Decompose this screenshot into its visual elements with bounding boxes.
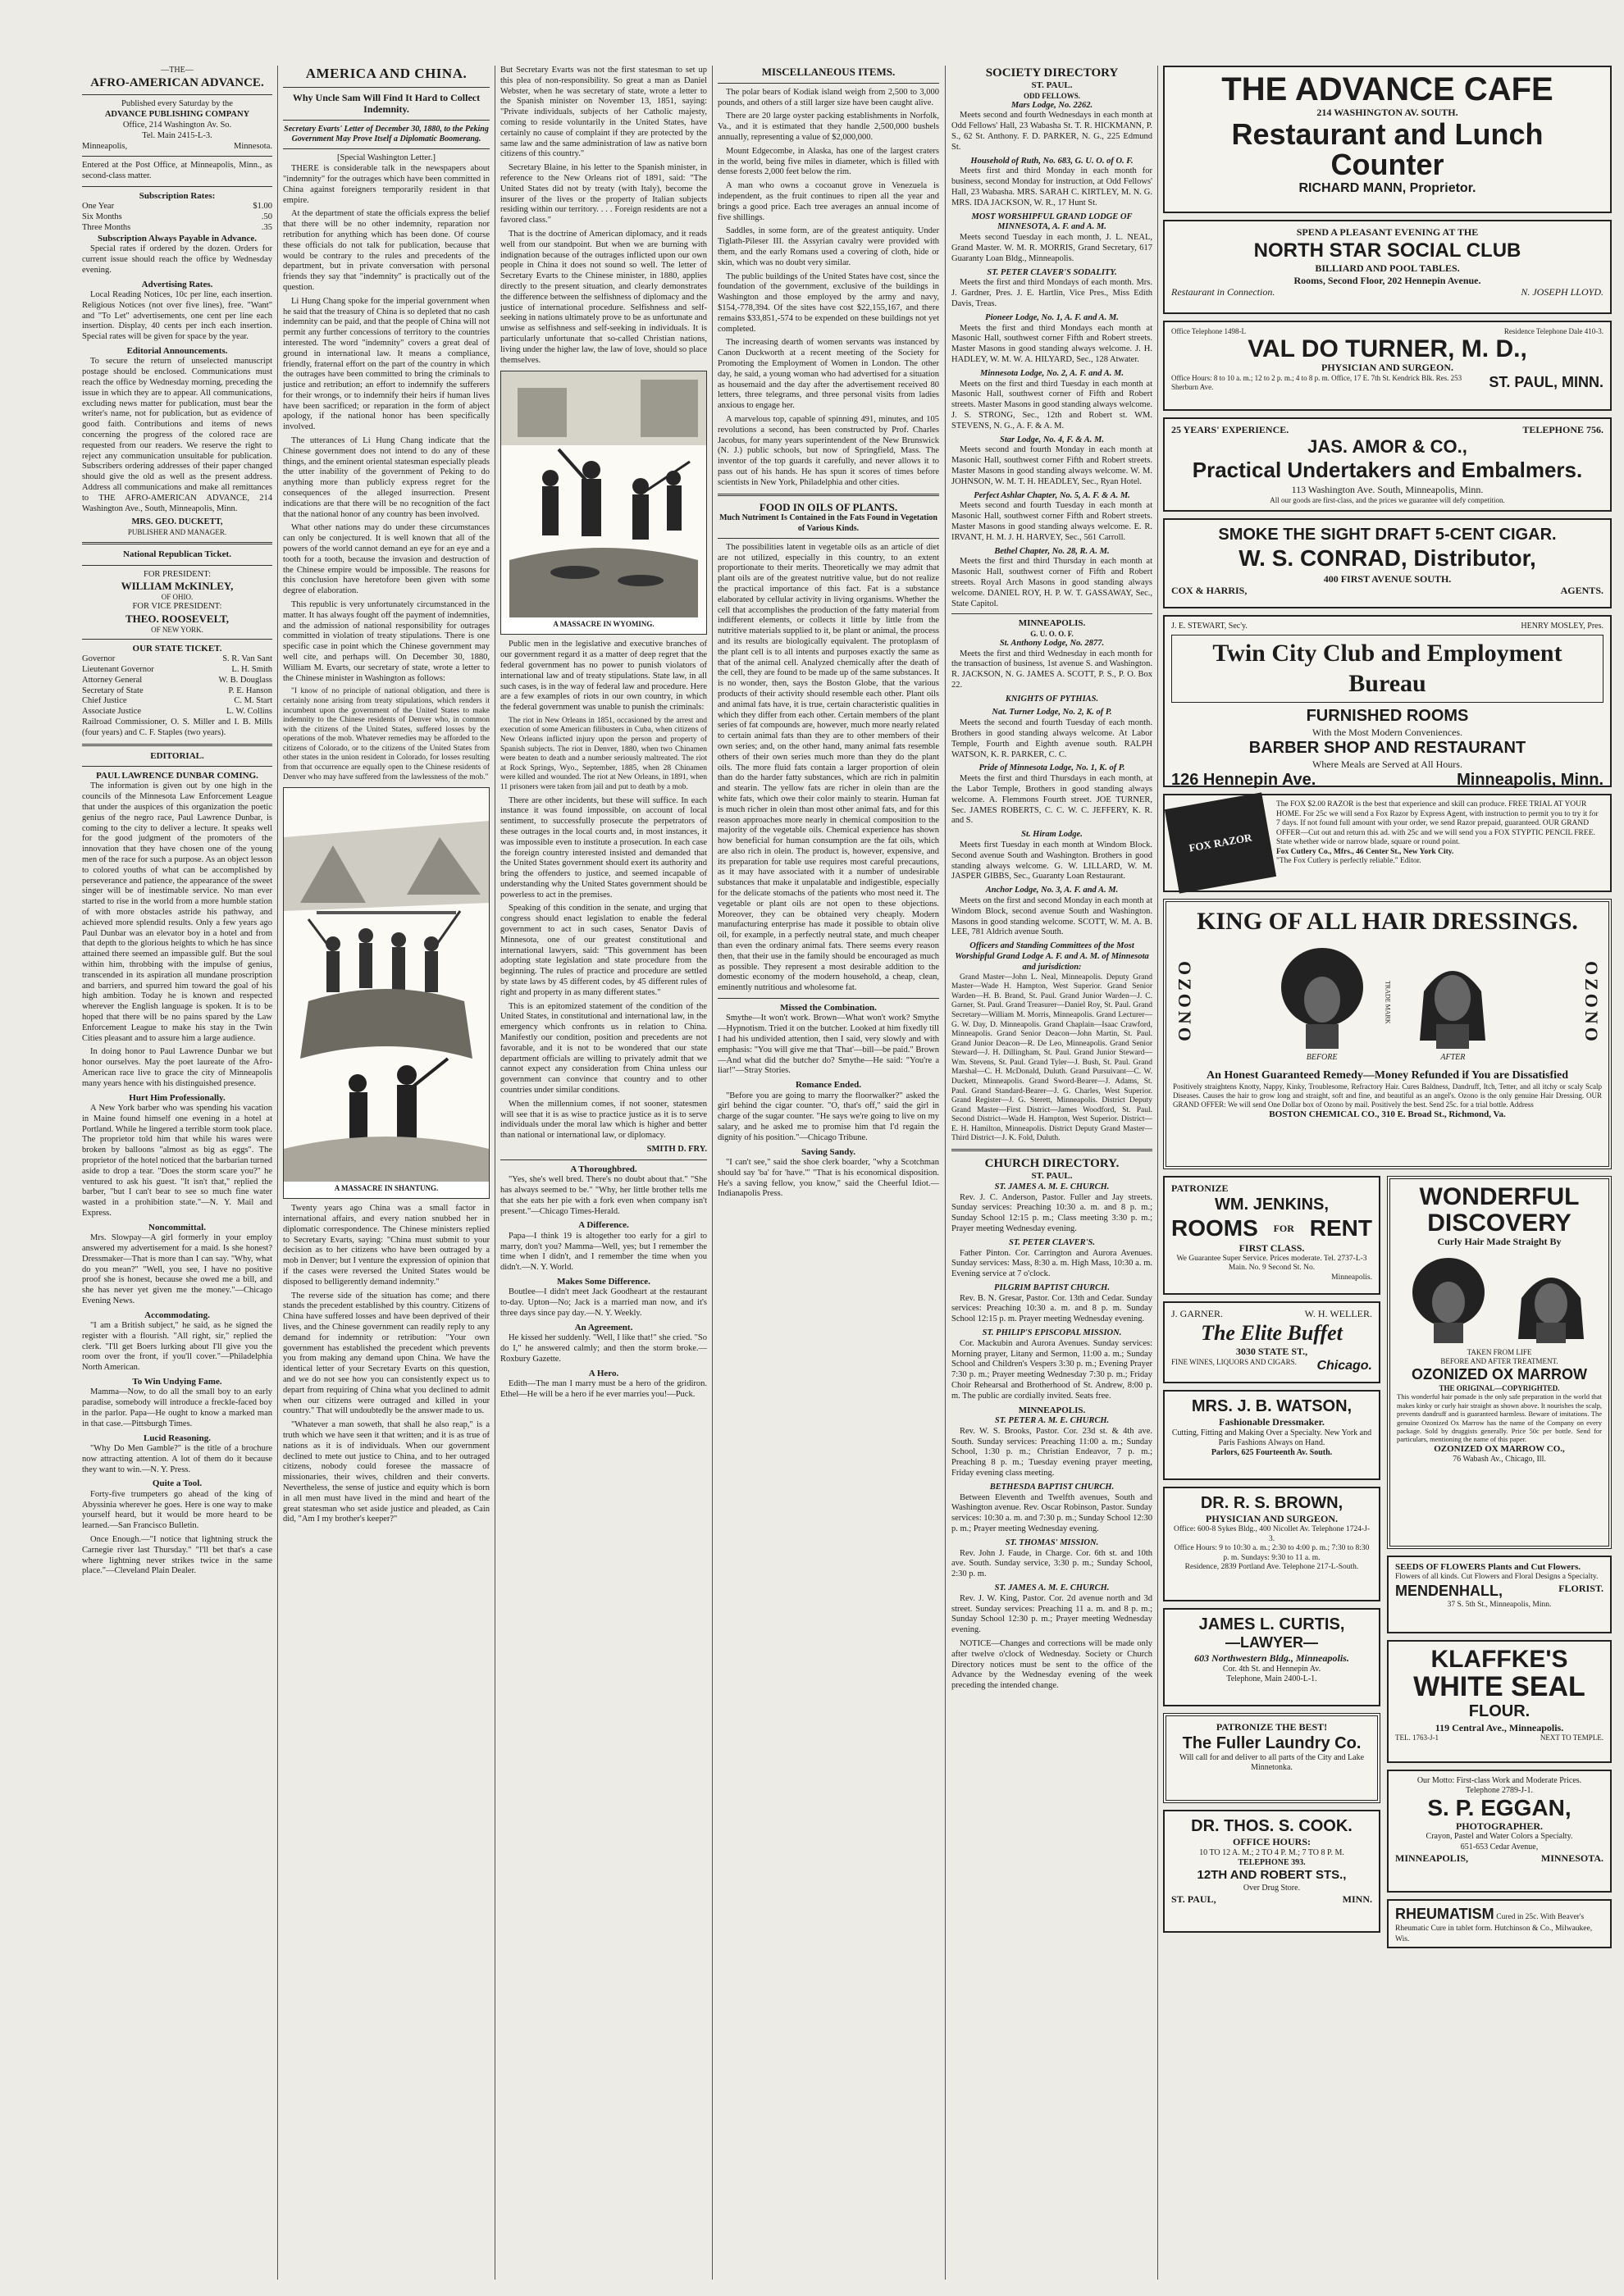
lodge-entry: Bethel Chapter, No. 28, R. A. M. Meets the first and third Thursday in each month at Masonic Hall, southwest corner of Fifth and Robert streets. Royal Arch Masons in good standing always welcome. DANIEL ROY, H. P. W. T. GASSAWAY, Sec., State Capitol. [951,546,1152,608]
quote: "I know of no principle of national obligation, and there is certainly none arising from treaty stipulations, which renders it incumbent upon the government of the United States to make indemnity to the Chinese residents of Denver who, in common with the citizens of the United States, suffered losses by the operations of the mob. Whatever remedies may be afforded to the citizens of Colorado, or to the citizens of the United States from other states in the union resident in Colorado, for losses resulting from that occurrence are equally open to the Chinese residents of Denver who may have suffered from the lawlessness of the mob." [283,687,490,781]
misc-item: There are 20 large oyster packing establishments in Norfolk, Va., and it is estimated that they handle 2,500,000 bushels annually, representing a value of $2,000,000. [718,112,939,143]
cafe-title: THE ADVANCE CAFE [1221,71,1553,107]
sandy-text: "I can't see," said the shoe clerk boarder, "why a Scotchman should say 'ba' for 'have.'" "That is his economical disposition. He's a saving fellow, you know," said the Cheerful Idiot.—Indianapolis Press. [718,1158,939,1199]
editor-name: MRS. GEO. DUCKETT, [131,517,223,527]
lodge-entry: Household of Ruth, No. 683, G. U. O. of O. F. Meets first and third Monday in each month for business, second Monday for instruction, at Odd Fellows' Hall, 23 Wabasha. MRS. SARAH C. KIRTLEY, M. N. G. MRS. IDA JACKSON, W. R., 17 Hunt St. [951,156,1152,207]
president: WILLIAM McKINLEY, [121,580,234,593]
column-america-china-cont [500,66,707,2280]
paragraph: Public men in the legislative and executive branches of our government regard it as a matter of deep regret that the federal government has no power to punish violators of international law and of treaty stipulations. State law, in all such cases, is in the way of federal law and procedure. Here are a few examples of riots in our own country, in which the federal government was unable to punish the criminals: [500,640,707,713]
state-row: Lieutenant Governor L. H. Smith [82,665,272,675]
lodge-entry: Officers and Standing Committees of the Most Worshipful Grand Lodge A. F. and A. M. of Minnesota and jurisdiction: Grand Master—John L. Neal, Minneapolis. Deputy Grand Master—Wade H. Hampton, West Superior. Grand Senior Warden—H. B. Brand, St. Paul. Grand Junior Warden—J. C. Garner, St. Paul. Grand Treasurer—Daniel Roy, St. Paul. Grand Secretary—William M. Morris, Minneapolis. Grand Lecturer—G. W. Day, D. Minneapolis. Grand Chaplain—Isaac Crawford, Minneapolis. Grand Senior Deacon—John Martin, St. Paul. Grand Junior Deacon—R. De Leo, Minneapolis. Grand Senior Steward—J. H. Dillingham, St. Paul. Grand Junior Steward—Wm. Stevens, St. Paul. Grand Tyler—J. Bush, St. Paul. Grand Marshal—C. H. McDonald, Duluth. Grand Pursuivant—C. W. Duckett, Minneapolis. Grand Sword-Bearer—J. Adams, St. Paul. Grand Standard-Bearer—J. G. Charles, West Superior. Grand Register—J. G. Sterett, Minneapolis. District Deputy Grand Master—First District—James Woodford, St. Paul. Second District—Wade H. Hampton, West Superior. District—E. H. Hamilton, Minneapolis. District Deputy Grand Master—Third District—J. K. Fold, Duluth. [951,941,1152,1143]
misc-lower-text: Papa—I think 19 is altogether too early for a girl to marry, don't you? Mamma—Well, yes; but I remember the time when I didn't, and I remember the time when you didn't.—N. Y. World. [500,1231,707,1273]
lodge-entry: Mars Lodge, No. 2262. Meets second and fourth Wednesdays in each month at Odd Fellows' Hall, 23 Wabasha St. T. R. HICKMANN, P. S., 62 St. Anthony. F. D. PARKER, N. G., 225 Edmund St. [951,100,1152,152]
shantung-engraving [284,788,489,1182]
state-row: Associate Justice L. W. Collins [82,707,272,717]
masthead-the: —THE— [161,66,194,75]
state-row: Governor S. R. Van Sant [82,654,272,664]
ad-curtis: JAMES L. CURTIS, —LAWYER— 603 Northwestern Bldg., Minneapolis. Cor. 4th St. and Hennepin Av. Telephone, Main 2400-L-1. [1163,1608,1380,1706]
food-text: The possibilities latent in vegetable oils as an article of diet are not utilized, especially in this country, to an extent proportionate to their merits. Theoretically we may admit that plant oils are of the greatest nutritive value, but do not realize the practical importance of this fact. Fat is a substance elaborated by cellular activity in living organisms. Whether the cell that accomplishes the production of the fatty material from indifferent elements, or collects it little by little from the nutritive materials supplied to it, be plant or animal, the process and its results are biologically equivalent. The protoplasm of the plant cell is to all intents and purposes exactly the same as that of the animal cell. Analyzed chemically after the death of the cell, they are found to be made up of the same substances. It is no wonder, then, says the Boston Globe, that the various products of their activity should resemble each other. Plant oils and animal fats have, it is true, certain characteristic qualities in which they differ from each other. Certain members of the plant series of fat compounds are, however, much more nearly related to certain animal fats than they are to other members of their own series; and, on the other hand, many animal fats resemble others of their own series much more than they do the plant oils. The more fluid fats contain a larger proportion of olein than do the harder fatty substances, which are rich in palmitin and stearin. The yellow fats are richer in olein than are the white fats, which owe their color mainly to stearin. Human fat is much richer in olein than most other animal fats, and for this reason approaches more nearly in chemical composition to the majority of the vegetable oils. Chemical experience has shown how beneficial for human consumption are the fat oils, which are also rich in olein. The product is, however, expensive, and its preparation for table use requires most careful precautions, as it may have associated with it a number of undesirable substances that make it unpalatable and indigestible, especially for the delicate stomachs of the patients who most need it. The vegetable or plant oils are not open to these objections. Moreover, they can be obtained very cheaply. Modern manufacturing enterprise has made it possible to obtain olive oil, for example, in a perfectly neutral state, and much cheaper than even the ordinary animal fats. There seems every reason then, that their use in the family should be encouraged as much as possible. They represent a most desirable addition to the domestic economy of the modern household, a cheap, clean, eminently nutritious and wholesome fat. [718,542,939,993]
misc-lower-head: An Agreement. [574,1322,633,1332]
paragraph: That is the doctrine of American diplomacy, and it reads well from our standpoint. But when we are burning with indignation because of the outrages inflicted upon our own people in China it does not sound so well. The letter of Secretary Evarts to the Chinese minister, in 1880, applies directly to the present situation, and clearly demonstrates the difference between the selfishness of diplomacy and the justice of international procedure. Selfishness and self-seeking in nations ultimately prove to be as unfortunate and unwise as selfishness and self-seeking in individuals. It is particularly unfortunate that so-called Christian nations, living under the higher law, the law of love, should so place themselves. [500,229,707,365]
church-mpls: MINNEAPOLIS. [1018,1405,1086,1415]
society-city: ST. PAUL. [1031,80,1073,91]
masthead-title: AFRO-AMERICAN ADVANCE. [90,76,264,90]
guoo: G. U. O. O. F. [1030,629,1074,638]
wyoming-caption: A MASSACRE IN WYOMING. [553,620,655,629]
lodge-entry: ST. PETER CLAVER'S SODALITY. Meets the first and third Mondays of each month. Mrs. J. Gardner, Pres. J. E. Hartlin, Vice Pres., Miss Edith Davis, Treas. [951,267,1152,309]
non-text: Mrs. Slowpay—A girl formerly in your employ answered my advertisement for a maid. Is she honest? Dressmaker—That is more than I can say. "Why, what do you mean?" "Well, you see, I have no positive proof she is honest, because she owed me a bill, and she has never yet given me the money."—Chicago Evening News. [82,1233,272,1305]
ad-turner: Office Telephone 1498-L Residence Telephone Dale 410-3. VAL DO TURNER, M. D., PHYSICIAN AND SURGEON. Office Hours: 8 to 10 a. m.; 12 to 2 p. m.; 4 to 8 p. m. Office, 17 E. 7th St. Kendrick Blk. Res. 253 Sherburn Ave. ST. PAUL, MINN. [1163,321,1612,411]
church-city: ST. PAUL. [1031,1171,1073,1182]
paragraph: Secretary Blaine, in his letter to the Spanish minister, in reference to the New Orleans riot of 1891, said: "The United States did not by treaty (with Italy), become the insurer of the lives or the property of Italian subjects residing within our territory. . . . Foreign residents are not a favored class." [500,163,707,226]
ad-jenkins: PATRONIZE WM. JENKINS, ROOMS FOR RENT FIRST CLASS. We Guarantee Super Service. Prices moderate. Tel. 2737-L-3 Main. No. 9 Second St. No. Minneapolis. [1163,1176,1380,1295]
conrad-name: W. S. CONRAD, Distributor, [1239,545,1536,572]
hurt-head: Hurt Him Professionally. [129,1092,226,1103]
column-rule [277,66,278,2280]
newspaper-page [82,66,1612,2280]
unwilling-head: To Win Undying Fame. [132,1377,222,1387]
editorial-head: EDITORIAL. [150,750,204,761]
lodge-entry: Anchor Lodge, No. 3, A. F. and A. M. Meets on the first and second Monday in each month at Windom Block, second avenue South and Washington. Masons in good standing welcome. SCOTT, W. M. A. B. LEE, 781 Aldrich avenue South. [951,886,1152,937]
cafe-sub: Restaurant and Lunch Counter [1231,116,1544,182]
article-sub: Why Uncle Sam Will Find It Hard to Collect Indemnity. [292,91,481,116]
pres-state: OF OHIO. [161,593,194,602]
ad-wonderful-discovery: WONDERFUL DISCOVERY Curly Hair Made Straight By TAKEN FROM LIFE BEFORE AND AFTER TREATMENT. OZONIZED OX MARROW THE ORIGINAL—COPYRIGHTED. This wonderful hair pomade is the only safe preparation in the world that makes kinky or curly hair straight as shown above. It nourishes the scalp, prevents dandruff and is guaranteed harmless. Beware of imitations. The genuine Ozonized Ox Marrow has the name of the Company on every package. Sold by druggists generally. Price 50c per bottle. Send for particulars, mentioning the name of this paper. OZONIZED OX MARROW CO., 76 Wabash Av., Chicago, Ill. [1387,1176,1612,1549]
romance-head: Romance Ended. [795,1080,862,1091]
dateline: [Special Washington Letter.] [337,153,436,163]
ticket-head: National Republican Ticket. [123,549,231,560]
vp-label: FOR VICE PRESIDENT: [132,602,222,612]
lodge-entry: Star Lodge, No. 4, F. & A. M. Meets second and fourth Monday in each month at Masonic Hall, southwest corner Fifth and Robert streets. Master Masons in good standing always welcome. W. M. JOHNSON, W. M. T. H. HEADLEY, Sec., Ryan Hotel. [951,435,1152,486]
non-head: Noncommittal. [148,1222,206,1232]
enough-text: Once Enough.—"I notice that lightning struck the Carnegie river last Thursday." "I'll bet that's a case where lightning never strikes twice in the same place."—Cleveland Plain Dealer. [82,1535,272,1576]
lodge-entry: KNIGHTS OF PYTHIAS. [1005,694,1099,704]
lodge-entry: Pride of Minnesota Lodge, No. 1, K. of P. Meets the first and third Thursdays in each month, at the Labor Temple, Brothers in good standing always welcome. A. Flemmons Fourth street. JOE TURNER, Sec. JAMES ROBERTS, C. C. W. C. JEFFERY, K. R. and S. [951,763,1152,826]
ad-north-star: SPEND A PLEASANT EVENING AT THE NORTH STAR SOCIAL CLUB BILLIARD AND POOL TABLES. Rooms, Second Floor, 202 Hennepin Avenue. Restaurant in Connection. N. JOSEPH LLOYD. [1163,220,1612,314]
column-rule [945,66,946,2280]
paragraph: What other nations may do under these circumstances can only be conjectured. It is well known that all of the powers of the world cannot demand an eye for an eye and a tooth for a tooth, because the invasion and destruction of the Chinese empire would be impossible. The reasons for this conclusion have heretofore been given with some degree of elaboration. [283,523,490,596]
state-ticket-head: OUR STATE TICKET. [132,643,222,654]
advertising-head: Advertising Rates. [141,279,213,289]
special-rates: Special rates if ordered by the dozen. Orders for current issue should reach the office by Wednesday evening. [82,244,272,275]
portrait-curly-icon [1407,1253,1489,1343]
subscription-head: Subscription Rates: [139,191,216,202]
misc-lower-head: A Hero. [588,1368,619,1378]
dunbar-text: The information is given out by one high in the councils of the Minnesota Law Enforcement League that under the auspices of this organization the poetic genius of the negro race, Paul Lawrence Dunbar, is coming to the city to deliver a lecture. It speaks well for the good judgment of the promoters of the innovation that they have chosen one of the young men of the race for such a purpose. As an object lesson to colored youths of what can be accomplished by perseverance and patience, the appearance of the sweet singer will be of inestimable service. No man ever started to rise in the world from a more humble station of with more obstacles astride his pathway, and achieved more splendid results. Only a few years ago Paul Dunbar was an elevator boy in a hotel and from that depth to the glorious heights to which he has since attained there seemed an impassible gulf. But the soul within him, throbbing with the impulse of genius, transcended in its aspiration all mundane proscription and barriers, and spurred him toward the goal of his high ambition. Today he is known and respected wherever the English language is spoken. It is to be hoped that there will be no pains spared by the Law Enforcement League to make his stay in the Twin Cities pleasant and to assure him a large audience. [82,781,272,1043]
paragraph: THERE is considerable talk in the newspapers about "indemnity" for the outrages which have been committed in China against foreigners temporarily resident in that empire. [283,164,490,205]
column-rule [712,66,713,2280]
lucid-head: Lucid Reasoning. [144,1433,211,1443]
church-entry: ST. JAMES A. M. E. CHURCH. Rev. J. W. King, Pastor. Cor. 2d avenue north and 3d street. Sunday services: Preaching 11 a. m. and 8 p. m.; Sunday School 12:30 p. m.; Prayer meeting Wednesday evening. [951,1583,1152,1635]
lodge-entry: Minnesota Lodge, No. 2, A. F. and A. M. Meets on the first and third Tuesday in each month at Masonic Hall, southwest corner of Fifth and Robert streets. Master Masons in good standing always welcome. J. S. STRONG, Sec., 12th and Robert st. WM. STEVENS, N. G., A. F. & A. M. [951,368,1152,430]
paragraph: When the millennium comes, if not sooner, statesmen will see that it is as wise to practice justice as it is to serve individuals under the moral law which is higher and better than national or international law, or diplomacy. [500,1099,707,1141]
pres-label: FOR PRESIDENT: [143,569,212,579]
dunbar-text-2: In doing honor to Paul Lawrence Dunbar we but honor ourselves. May the poet laureate of the Afro-American race live to grace the city of Minneapolis many years hence with his distinguished presence. [82,1047,272,1088]
editor-role: PUBLISHER AND MANAGER. [127,528,227,537]
misc-lower-text: Boutlee—I didn't meet Jack Goodheart at the restaurant to-day. Upton—No; Jack is a married man now, and it's three days since pay day.—N. Y. Weekly. [500,1287,707,1318]
food-head: FOOD IN OILS OF PLANTS. [759,500,898,513]
cafe-proprietor: RICHARD MANN, Proprietor. [1298,181,1476,196]
paragraph: But Secretary Evarts was not the first statesman to set up this plea of non-responsibility. So great a man as Daniel Webster, when he was secretary of state, wrote a letter to the Spanish minister on November 13, 1851, saying: "Private individuals, subjects of her Catholic majesty, coming to reside voluntarily in the United States, have certainly no cause of complaint if they are protected by the same law and the same administration of law as native born citizens of this country." [500,66,707,159]
wyoming-illustration [500,371,707,635]
railroad-commissioners: Railroad Commissioner, O. S. Miller and I. B. Mills (four years) and C. F. Staples (two years). [82,718,272,737]
missed-head: Missed the Combination. [780,1003,877,1014]
church-entry: PILGRIM BAPTIST CHURCH. Rev. B. N. Gresar, Pastor. Cor. 13th and Cedar. Sunday services: Preaching 10:30 a. m. and 8 p. m. Sunday School 12:15 p. m. Prayer meeting Wednesday evening. [951,1282,1152,1324]
phone: Tel. Main 2415-L-3. [142,130,212,140]
vice-president: THEO. ROOSEVELT, [125,613,230,625]
rate-row: One Year $1.00 [82,202,272,212]
misc-lower-text: Edith—The man I marry must be a hero of the gridiron. Ethel—He will be a hero if he ever marries you!—Puck. [500,1379,707,1399]
misc-item: A man who owns a cocoanut grove in Venezuela is independent, as the fruit continues to ripen all the year and brings a good price. Each tree averages an annual income of five shillings. [718,181,939,222]
shantung-caption: A MASSACRE IN SHANTUNG. [334,1184,439,1193]
north-star-name: NORTH STAR SOCIAL CLUB [1253,239,1521,262]
church-entry: ST. PETER CLAVER'S. Father Pinton. Cor. Carrington and Aurora Avenues. Sunday services: Mass, 8:30 a. m. High Mass, 10:30 a. m. Evening service at 7 o'clock. [951,1237,1152,1279]
ad-mendenhall: SEEDS OF FLOWERS Plants and Cut Flowers. Flowers of all kinds. Cut Flowers and Floral Designs a Specialty. MENDENHALL, FLORIST. 37 S. 5th St., Minneapolis, Minn. [1387,1556,1612,1633]
paragraph: This is an epitomized statement of the condition of the United States, in constitutional and international law, in the emergency which confronts us in relation to China. Manifestly our condition, position and precedents are not favorable, and it is not to be wondered that our state department officials are willing to privately admit that we cannot expect any consideration from China unless our government can convince that country and to other countries under similar conditions. [500,1001,707,1096]
paragraph: Li Hung Chang spoke for the imperial government when he said that the treasury of China is so depleted that no cash indemnity can be paid, and that the people of China will not permit any further concessions of territory to the countries interested. The word "indemnity" covers a great deal of ground in international law. It means a compliance, friendly, fraternal effort on the part of the country in which the outrages have been committed to bring the criminals to justice and retribution; an effort to indemnify the sufferers for their wrongs, or to indemnify their heirs if human lives have been sacrificed; or reparation in the form of abject apology, if the national honor has been specifically involved. [283,296,490,432]
ad-ozono: KING OF ALL HAIR DRESSINGS. OZONO BEFORE TRADE MARK AFTER OZONO An Honest Guaranteed Remedy—Money Refunded if You are Dissatisfied Positively straightens Knotty, Nappy, Kinky, Troublesome, Refractory Hair. Cures Baldness, Dandruff, Itch, Tetter, and all itchy or scaly Scalp Diseases. Causes the hair to grow long and straight, soft and fine, and beautiful as an angel's. Ozono is the only genuine Hair Dressing. OUR GRAND OFFER: We will send One Dollar box of Ozono by mail. Positively the best. Send 25c. for a trial bottle. Address BOSTON CHEMICAL CO., 310 E. Broad St., Richmond, Va. [1163,899,1612,1169]
misc-item: The public buildings of the United States have cost, since the foundation of the government, exclusive of the buildings in Washington and those employed by the army and navy, $154,-778,394. Of the sites have cost $22,155,167, and there remains $33,851,-574 to be expended on these buildings not yet completed. [718,271,939,334]
misc-head: MISCELLANEOUS ITEMS. [761,66,896,78]
dunbar-head: PAUL LAWRENCE DUNBAR COMING. [96,771,258,781]
church-entry: BETHESDA BAPTIST CHURCH. Between Eleventh and Twelfth avenues, South and Washington avenue. Rev. Oscar Robinson, Pastor. Sunday services: 10:30 a. m. and 7:30 p. m.; Sunday School 12:30 p. m.; Prayer meeting Wednesday evening. [951,1482,1152,1534]
editorial-ann-head: Editorial Announcements. [126,346,228,357]
misc-lower-text: "Yes, she's well bred. There's no doubt about that." "She has always seemed to be." "Why, her little brother tells me that she eats her pie with a fork even when company isn't present."—Chicago Times-Herald. [500,1175,707,1216]
misc-lower-head: A Difference. [578,1220,629,1231]
after-portrait: AFTER [1407,942,1498,1063]
ozono-title: KING OF ALL HAIR DRESSINGS. [1197,908,1578,935]
paragraph: At the department of state the officials express the belief that there will be no other indemnity, reparation nor retribution for anything which has been done. Of course these officials do not talk for publication, because that would be contrary to the rules and precedents of the department, but in private conversation with personal friends they say that "indemnity" is practically out of the question. [283,209,490,292]
column-rule [1157,66,1158,2280]
ad-fuller: PATRONIZE THE BEST! The Fuller Laundry Co. Will call for and deliver to all parts of the City and Lake Minnetonka. [1163,1713,1380,1803]
missed-text: Smythe—It won't work. Brown—What won't work? Smythe—Hypnotism. Tried it on the butcher. Looked at him fixedly till I had his undivided attention, then I said, very slowly and with emphasis: "You will give me that 'That'—bill—be paid." Brown—And what did the butcher do? Smythe—He said: "You're a liar!"—Stray Stories. [718,1014,939,1076]
lodge-entry: Pioneer Lodge, No. 1, A. F. and A. M. Meets the first and third Mondays each month at Masonic Hall, southwest corner Fifth and Robert streets. Master Masons in good standing always welcome. J. H. HADLEY, W. M. W. A. HILYARD, Sec., 128 Atwater. [951,312,1152,364]
state-row: Attorney General W. B. Douglass [82,675,272,685]
article-deck: Secretary Evarts' Letter of December 30, 1880, to the Peking Government May Prove Itself a Diplomatic Boomerang. [284,124,489,144]
misc-lower-text: He kissed her suddenly. "Well, I like that!" she cried. "So do I," he answered calmly; and then the storm broke.—Roxbury Gazette. [500,1333,707,1364]
quite-text: Forty-five trumpeters go ahead of the king of Abyssinia wherever he goes. Here is one way to make yourself heard, but it would be more heard to be learned.—San Francisco Bulletin. [82,1489,272,1531]
entered-note: Entered at the Post Office, at Minneapolis, Minn., as second-class matter. [82,161,272,181]
always-payable: Subscription Always Payable in Advance. [97,233,258,244]
editorial-ann-text: To secure the return of unselected manuscript postage should be enclosed. Communications must reach the office by Wednesday morning, preceding the issue in which they are to appear. All communications, excluding news matter for publication, must bear the writer's name, not for publication, but as evidence of good faith. Contributions and items of news concerning the progress of the colored race are requested from our readers. We reserve the right to reject any communication unsuitable for publication. Subscribers ordering addresses of their paper changed should give the old as well as the present address. Address all communications and make all remittances to THE AFRO-AMERICAN ADVANCE, 214 Washington Ave., South, Minneapolis, Minn. [82,357,272,513]
wyoming-engraving [501,371,706,617]
portrait-straight-icon [1510,1253,1592,1343]
state-row: Secretary of State P. E. Hanson [82,686,272,695]
column-masthead [82,66,272,2280]
advertising-text: Local Reading Notices, 10c per line, each insertion. Religious Notices (not over five lines), free. "Want" and "To Let" advertisements, one cent per line each insertion. Display, 40 cents per inch each insertion. Special rates will be given for space by the year. [82,290,272,342]
paragraph: "Whatever a man soweth, that shall he also reap," is a truth which we have seen it that written; and it is as true of nations as it is of individuals. When our government declined to mete out justice to China, and to her outraged citizens, nobody could foresee the massacre of missionaries, their wives, children and their converts. Nevertheless, the sense of justice and equity which is born in all men must have lived in the mind and heart of the great statesman who set aside justice and pleaded, as Cain did, "Am I my brother's keeper?" [283,1420,490,1524]
city-left: Minneapolis, [82,141,128,151]
ad-rheumatism: RHEUMATISM Cured in 25c. With Beaver's Rheumatic Cure in tablet form. Hutchinson & Co., Milwaukee, Wis. [1387,1899,1612,1948]
church-entry: ST. PETER A. M. E. CHURCH. Rev. W. S. Brooks, Pastor. Cor. 23d st. & 4th ave. South. Sunday services: Preaching 11:00 a. m.; Sunday School, 1:30 p. m.; Christian Endeavor, 7 p. m.; Preaching 8 p. m.; Tuesday evening prayer meeting, Friday evening class meeting. [951,1416,1152,1478]
ad-klaffke: KLAFFKE'S WHITE SEAL FLOUR. 119 Central Ave., Minneapolis. TEL. 1763-J-1 NEXT TO TEMPLE. [1387,1640,1612,1763]
ad-elite: J. GARNER. W. H. WELLER. The Elite Buffet 3030 STATE ST., FINE WINES, LIQUORS AND CIGARS. Chicago. [1163,1301,1380,1383]
lodge-entry: Nat. Turner Lodge, No. 2, K. of P. Meets the second and fourth Tuesday of each month. Brothers in good standing always welcome. At Labor Temple, Fourth and Eighth avenue south. RALPH WATSON, K. R. PARKER, C. C. [951,708,1152,759]
portrait-before-icon [1277,942,1367,1049]
paragraph: This republic is very unfortunately circumstanced in the matter. It has always fought off the payment of indemnities, and the admission of national responsibility for outrages committed in violation of treaty stipulations. There is one specific case in point which the Chinese government may well cite, and perhaps will. On December 30, 1880, William M. Evarts, our secretary of state, wrote a letter to the Chinese minister in Washington as follows: [283,600,490,683]
cafe-address: 214 WASHINGTON AV. SOUTH. [1316,107,1458,118]
misc-item: A marvelous top, capable of spinning 491, minutes, and 105 revolutions a second, has been constructed by Prof. Charles Jacobus, for many years superintendent of the New Brunswick (N. J.) public schools, but now of Springfield, Mass. The inventor of the top guards it carefully, and never allows it to pass out of his hands. He has spun it scores of times before scientists in New York, Philadelphia and other cities. [718,414,939,487]
rate-row: Six Months .50 [82,212,272,222]
sandy-head: Saving Sandy. [801,1146,856,1157]
church-entry: ST. THOMAS' MISSION. Rev. John J. Faude, in Charge. Cor. 6th st. and 10th ave. South. Sunday service, 3:30 p. m.; Sunday School, 2:30 p. m. [951,1538,1152,1579]
rate-row: Three Months .35 [82,223,272,233]
hurt-text: A New York barber who was spending his vacation in Maine found himself one evening in a hotel at Portland. While he lingered a terrible storm took place. The proprietor told him that while his wares were broken by balloons "almost as big as eggs". The proprietor of the hotel noticed that the barbarian turned aside to drop a tear. "Does the storm scare you?" he ventured to ask his guest. "It isn't that," replied the barber, "but I can't bear to see so much fine water wasted in a prohibition state."—N. Y. Mail and Express. [82,1103,272,1218]
odd-fellows: ODD FELLOWS. [1023,91,1080,100]
shantung-illustration [283,787,490,1199]
misc-item: Saddles, in some form, are of the greatest antiquity. Under Tiglath-Pileser III. the Assyrian cavalry were provided with them, and the early Romans used a covering of cloth, hide or skin, which was no doubt very similar. [718,226,939,267]
turner-name: VAL DO TURNER, M. D., [1248,335,1527,362]
society-mpls: MINNEAPOLIS. [1018,618,1086,629]
misc-item: The increasing dearth of women servants was instanced by Canon Duckworth at a recent meeting of the Society for Promoting the Employment of Women in London. The other day, he said, a young woman who had advertised for a situation as housemaid and the day after the advertisement received 80 letters, three telegrams, and three personal visits from ladies anxious to engage her. [718,338,939,411]
church-entry: ST. JAMES A. M. E. CHURCH. Rev. J. C. Anderson, Pastor. Fuller and Jay streets. Sunday services: Preaching 10:30 a. m. and 8 p. m.; Sunday School 12:15 p. m.; Class meeting 3:30 p. m.; Prayer meeting Wednesday evening. [951,1182,1152,1233]
church-head: CHURCH DIRECTORY. [984,1157,1120,1171]
ad-watson: MRS. J. B. WATSON, Fashionable Dressmaker. Cutting, Fitting and Making Over a Specialty. New York and Paris Fashions Always on Hand. Parlors, 625 Fourteenth Av. South. [1163,1390,1380,1480]
signature: SMITH D. FRY. [646,1145,707,1155]
ad-conrad: SMOKE THE SIGHT DRAFT 5-CENT CIGAR. W. S. CONRAD, Distributor, 400 FIRST AVENUE SOUTH. COX & HARRIS, AGENTS. [1163,518,1612,608]
lodge-entry: MOST WORSHIPFUL GRAND LODGE OF MINNESOTA, A. F. and A. M. Meets second Tuesday in each month, J. L. NEAL, Grand Master. W. M. R. MORRIS, Grand Secretary, 617 Guaranty Loan Bldg., Minneapolis. [951,212,1152,263]
food-sub: Much Nutriment Is Contained in the Fats Found in Vegetation of Various Kinds. [719,513,937,533]
paragraph: The reverse side of the situation has come; and there stands the precedent established by this country. Citizens of China have suffered losses and have been deprived of their lives, and the Chinese government can readily reply to any demand for indemnity or retribution: "Your own government has established the precedent which prevents you from making any demand upon China. We have the identical letter of your Secretary Evarts on this question, and we do not see how you can consistently expect us to depart from requiring of China what you declined to admit when our citizens were outraged and killed in your country." That will undoubtedly be the answer made to us. [283,1291,490,1416]
misc-item: The polar bears of Kodiak island weigh from 2,500 to 3,000 pounds, and others of a still larger size have been caught alive. [718,87,939,107]
office: Office, 214 Washington Av. So. [122,121,232,130]
state-row: Chief Justice C. M. Start [82,696,272,706]
lodge-entry: St. Anthony Lodge, No. 2877. Meets the first and third Wednesday in each month for the transaction of business, 1st avenue S. and Washington. R. JACKSON, N. G. JAMES A. SCOTT, P. S., P. O. Box 22. [951,638,1152,690]
misc-lower-head: A Thoroughbred. [570,1164,637,1174]
society-head: SOCIETY DIRECTORY [985,66,1119,80]
ads-right-sub [1387,1176,1612,2102]
riots-list: The riot in New Orleans in 1851, occasioned by the arrest and execution of some American filibusters in Cuba, when citizens of New Orleans inflicted injury upon the person and property of Spanish subjects. The riot in Denver, 1880, when two Chinamen were beaten to death and a number seriously maltreated. The riot at Rock Springs, Wyo., September, 1885, when 28 Chinamen were killed and wounded. The riot at New Orleans, in 1891, when 11 prisoners were taken from jail and put to death by a mob. [500,716,707,791]
publisher: ADVANCE PUBLISHING COMPANY [104,110,250,120]
ad-advance-cafe [1163,66,1612,213]
paragraph: Twenty years ago China was a small factor in international affairs, and every nation snubbed her in diplomatic correspondence. The Chinese ministers replied to Secretary Evarts, saying: "China must submit to your decision as to her citizens who have been outraged by a mob in Denver; but I venture the expression of opinion that if the cases were reversed the United States would be disposed to belligerently demand indemnity." [283,1204,490,1287]
accom-text: "I am a British subject," he said, as he signed the register with a flourish. "All right, sir," replied the clerk. "I'll get Boers lurking about I'll give you the room over the front, if you'll cover."—Philadelphia North American. [82,1321,272,1373]
misc-lower-head: Makes Some Difference. [557,1277,650,1287]
razor-icon: FOX RAZOR [1165,792,1276,893]
quite-head: Quite a Tool. [152,1478,203,1489]
church-notice: NOTICE—Changes and corrections will be made only after twelve o'clock of Wednesday. Society or Church Directory notices must be sent to the office of the Advance by the Wednesday evening of the week preceding the intended change. [951,1639,1152,1691]
romance-text: "Before you are going to marry the floorwalker?" asked the girl behind the cigar counter. "O, that's off," said the girl in charge of the sugar counter. "He says we're going to live on my salary, and he asked me to promise him that I'd regain the dignity of his position."—Chicago Tribune. [718,1091,939,1142]
lodge-entry: St. Hiram Lodge. Meets first Tuesday in each month at Windom Block. Second avenue South and Washington. Brothers in good standing always welcome. G. W. LILLARD, W. M. JASPER GIBBS, Sec., Guaranty Loan Restaurant. [951,830,1152,882]
twin-city-title: Twin City Club and Employment Bureau [1212,640,1562,697]
column-america-china [283,66,490,2280]
lodge-entry: Perfect Ashlar Chapter, No. 5, A. F. & A. M. Meets second and fourth Tuesday in each month at Masonic Hall, southwest corner Fifth and Robert streets. Master Masons in good standing always welcome. E. R. IRVANT, H. M. J. H. HARVEY, Sec., 561 Carroll. [951,490,1152,542]
church-entry: ST. PHILIP'S EPISCOPAL MISSION. Cor. Mackubin and Aurora Avenues. Sunday services: Morning prayer, Litany and Sermon, 11:00 a. m.; Sunday School and Children's Vespers 3:30 p. m.; Evening Prayer 7:30 p. m.; Prayer meeting Wednesday 7:30 p. m.; Friday Choir Rehearsal and Brotherhood of St. Andrew, 8:00 p. m. The public are cordially invited. Seats free. [951,1328,1152,1401]
ad-cook: DR. THOS. S. COOK. OFFICE HOURS: 10 TO 12 A. M.; 2 TO 4 P. M.; 7 TO 8 P. M. TELEPHONE 393. 12TH AND ROBERT STS., Over Drug Store. ST. PAUL, MINN. [1163,1810,1380,1933]
ads-left-sub [1163,1176,1380,2102]
portrait-after-icon [1407,942,1498,1049]
ad-amor: 25 YEARS' EXPERIENCE. TELEPHONE 756. JAS. AMOR & CO., Practical Undertakers and Embalmers. 113 Washington Ave. South, Minneapolis, Minn. All our goods are first-class, and the prices we guarantee will defy competition. [1163,417,1612,512]
city-right: Minnesota. [234,141,272,151]
lucid-text: "Why Do Men Gamble?" is the title of a brochure now attracting attention. A lot of them do it because they want to win.—N. Y. Press. [82,1444,272,1474]
misc-item: Mount Edgecombe, in Alaska, has one of the largest craters in the world, being five miles in diameter, which is filled with dense forests 2,000 feet below the rim. [718,146,939,177]
article-head: AMERICA AND CHINA. [305,66,468,81]
column-miscellaneous [718,66,939,2280]
accom-head: Accommodating. [144,1310,210,1320]
unwilling-text: Mamma—Now, to do all the small boy to an early paradise, somebody will introduce a freckle-faced boy in the parlor. Papa—He ought to know a marked man in that case.—Pittsburgh Times. [82,1387,272,1428]
pub-line: Published every Saturday by the [121,99,233,109]
vp-state: OF NEW YORK. [151,625,203,634]
column-directories [951,66,1152,2280]
paragraph: Speaking of this condition in the senate, and urging that congress should enact legislation to enable the federal government to act in such cases, Senator Davis of Minnesota, one of our greatest constitutional and international lawyers, said: "This government has been adopting state legislation and state procedure from the beginning. The rules of practice and procedure are settled by state laws by 45 different codes, by 45 different rules of right and property in as many different states." [500,904,707,997]
ad-twin-city: J. E. STEWART, Sec'y. HENRY MOSLEY, Pres. Twin City Club and Employment Bureau FURNISHED ROOMS With the Most Modern Conveniences. BARBER SHOP AND RESTAURANT Where Meals are Served at All Hours. 126 Hennepin Ave. Minneapolis, Minn. [1163,615,1612,787]
before-portrait: BEFORE [1277,942,1367,1063]
paragraph: The utterances of Li Hung Chang indicate that the Chinese government does not intend to do any of these things, and the eminent oriental statesman especially pleads the utter inability of the government of Peking to do anything more than publicly express regret for the consequences of the alleged insurrection. Present indications are that there will be no recognition of the fact that the national honor of any country has been involved. [283,436,490,519]
ad-fox-razor: FOX RAZOR The FOX $2.00 RAZOR is the best that experience and skill can produce. FREE TRIAL AT YOUR HOME. For 25c we will send a Fox Razor by Express Agent, with instruction to permit you to try it for 7 days. If not found full amount with your order, we send Razor prepaid, guaranteed. OUR GRAND OFFER—Cut out and return this ad. with 25c and we will send you a FOX STYPTIC PENCIL FREE. State whether wide or narrow blade, square or round point. Fox Cutlery Co., Mfrs., 46 Center St., New York City. "The Fox Cutlery is perfectly reliable." Editor. [1163,794,1612,892]
amor-name: JAS. AMOR & CO., [1307,435,1467,457]
ad-brown: DR. R. S. BROWN, PHYSICIAN AND SURGEON. Office: 600-8 Sykes Bldg., 400 Nicollet Av. Telephone 1724-J-3. Office Hours: 9 to 10:30 a. m.; 2:30 to 4:00 p. m.; 7:30 to 8:30 p. m. Sundays: 9:30 to 11 a. m. Residence, 2839 Portland Ave. Telephone 217-L-South. [1163,1487,1380,1601]
column-ads [1163,66,1612,2280]
paragraph: There are other incidents, but these will suffice. In each instance it was found impossible, on account of local sentiment, to successfully prosecute the perpetrators of these outrages in the local courts and, in most instances, it was impossible even to institute a prosecution. In each case the foreign country interested insisted and demanded that the United States government should exert its authority and bring the offenders to justice, and seemed incapable of understanding why the United States government should be powerless to act in the premises. [500,795,707,900]
ad-eggan: Our Motto: First-class Work and Moderate Prices. Telephone 2789-J-1. S. P. EGGAN, PHOTOGRAPHER. Crayon, Pastel and Water Colors a Specialty. 651-653 Cedar Avenue, MINNEAPOLIS, MINNESOTA. [1387,1770,1612,1893]
